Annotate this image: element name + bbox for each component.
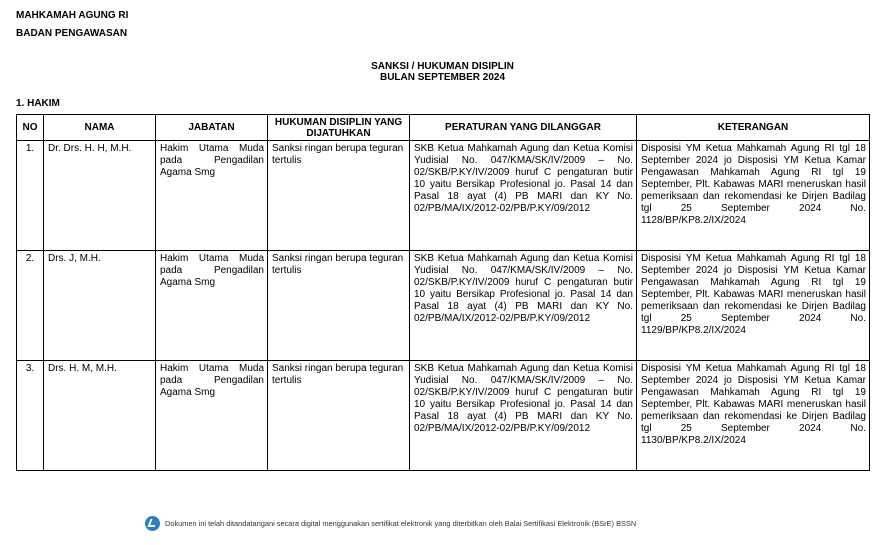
document-title: SANKSI / HUKUMAN DISIPLIN xyxy=(371,61,514,72)
cell-jabatan: Hakim Utama Muda pada Pengadilan Agama Smg xyxy=(156,141,268,251)
column-header-jabatan: JABATAN xyxy=(156,115,268,141)
table-row xyxy=(17,141,870,251)
org-unit: BADAN PENGAWASAN xyxy=(16,28,128,39)
cell-nama: Drs. H. M, M.H. xyxy=(44,361,156,471)
cell-hukuman: Sanksi ringan berupa teguran tertulis xyxy=(268,141,410,251)
section-heading: 1. HAKIM xyxy=(16,98,60,109)
cell-peraturan: SKB Ketua Mahkamah Agung dan Ketua Komisi Yudisial No. 047/KMA/SK/IV/2009 – No. 02/SKB/P.KY/IV/2009 huruf C pengaturan butir 10 yaitu Bersikap Profesional jo. Pasal 14 dan Pasal 18 ayat (4) PB MARI dan KY No. 02/PB/MA/IX/2012-02/PB/P.KY/09/2012 xyxy=(410,361,637,471)
cell-no: 2. xyxy=(17,251,44,361)
cell-no: 3. xyxy=(17,361,44,471)
cell-keterangan: Disposisi YM Ketua Mahkamah Agung RI tgl 18 September 2024 jo Disposisi YM Ketua Kamar Pengawasan Mahkamah Agung RI tgl 19 September, Plt. Kabawas MARI meneruskan hasil pemeriksaan dan rekomendasi ke Dirjen Badilag tgl 25 September 2024 No. 1130/BP/KP8.2/IX/2024 xyxy=(637,361,870,471)
cell-keterangan: Disposisi YM Ketua Mahkamah Agung RI tgl 18 September 2024 jo Disposisi YM Ketua Kamar Pengawasan Mahkamah Agung RI tgl 19 September, Plt. Kabawas MARI meneruskan hasil pemeriksaan dan rekomendasi ke Dirjen Badilag tgl 25 September 2024 No. 1128/BP/KP8.2/IX/2024 xyxy=(637,141,870,251)
cell-no: 1. xyxy=(17,141,44,251)
cell-peraturan: SKB Ketua Mahkamah Agung dan Ketua Komisi Yudisial No. 047/KMA/SK/IV/2009 – No. 02/SKB/P.KY/IV/2009 huruf C pengaturan butir 10 yaitu Bersikap Profesional jo. Pasal 14 dan Pasal 18 ayat (4) PB MARI dan KY No. 02/PB/MA/IX/2012-02/PB/P.KY/09/2012 xyxy=(410,141,637,251)
cell-keterangan: Disposisi YM Ketua Mahkamah Agung RI tgl 18 September 2024 jo Disposisi YM Ketua Kamar Pengawasan Mahkamah Agung RI tgl 19 September, Plt. Kabawas MARI meneruskan hasil pemeriksaan dan rekomendasi ke Dirjen Badilag tgl 25 September 2024 No. 1129/BP/KP8.2/IX/2024 xyxy=(637,251,870,361)
digital-signature-notice xyxy=(145,516,636,531)
signature-notice-text: Dokumen ini telah ditandatangani secara digital menggunakan sertifikat elektronik yang diterbitkan oleh Balai Sertifikasi Elektronik (BSrE) BSSN xyxy=(165,519,637,528)
sanctions-table xyxy=(16,114,870,471)
org-name: MAHKAMAH AGUNG RI xyxy=(16,10,129,21)
bsre-signature-icon xyxy=(145,516,160,531)
cell-peraturan: SKB Ketua Mahkamah Agung dan Ketua Komisi Yudisial No. 047/KMA/SK/IV/2009 – No. 02/SKB/P.KY/IV/2009 huruf C pengaturan butir 10 yaitu Bersikap Profesional jo. Pasal 14 dan Pasal 18 ayat (4) PB MARI dan KY No. 02/PB/MA/IX/2012-02/PB/P.KY/09/2012 xyxy=(410,251,637,361)
column-header-nama: NAMA xyxy=(44,115,156,141)
cell-jabatan: Hakim Utama Muda pada Pengadilan Agama Smg xyxy=(156,361,268,471)
cell-nama: Drs. J, M.H. xyxy=(44,251,156,361)
table-row xyxy=(17,251,870,361)
column-header-hukuman: HUKUMAN DISIPLIN YANG DIJATUHKAN xyxy=(268,115,410,141)
cell-hukuman: Sanksi ringan berupa teguran tertulis xyxy=(268,361,410,471)
column-header-keterangan: KETERANGAN xyxy=(637,115,870,141)
table-row xyxy=(17,361,870,471)
cell-nama: Dr. Drs. H. H, M.H. xyxy=(44,141,156,251)
column-header-peraturan: PERATURAN YANG DILANGGAR xyxy=(410,115,637,141)
cell-hukuman: Sanksi ringan berupa teguran tertulis xyxy=(268,251,410,361)
document-subtitle: BULAN SEPTEMBER 2024 xyxy=(379,72,506,83)
table-header-row xyxy=(17,115,870,141)
column-header-no: NO xyxy=(17,115,44,141)
cell-jabatan: Hakim Utama Muda pada Pengadilan Agama Smg xyxy=(156,251,268,361)
